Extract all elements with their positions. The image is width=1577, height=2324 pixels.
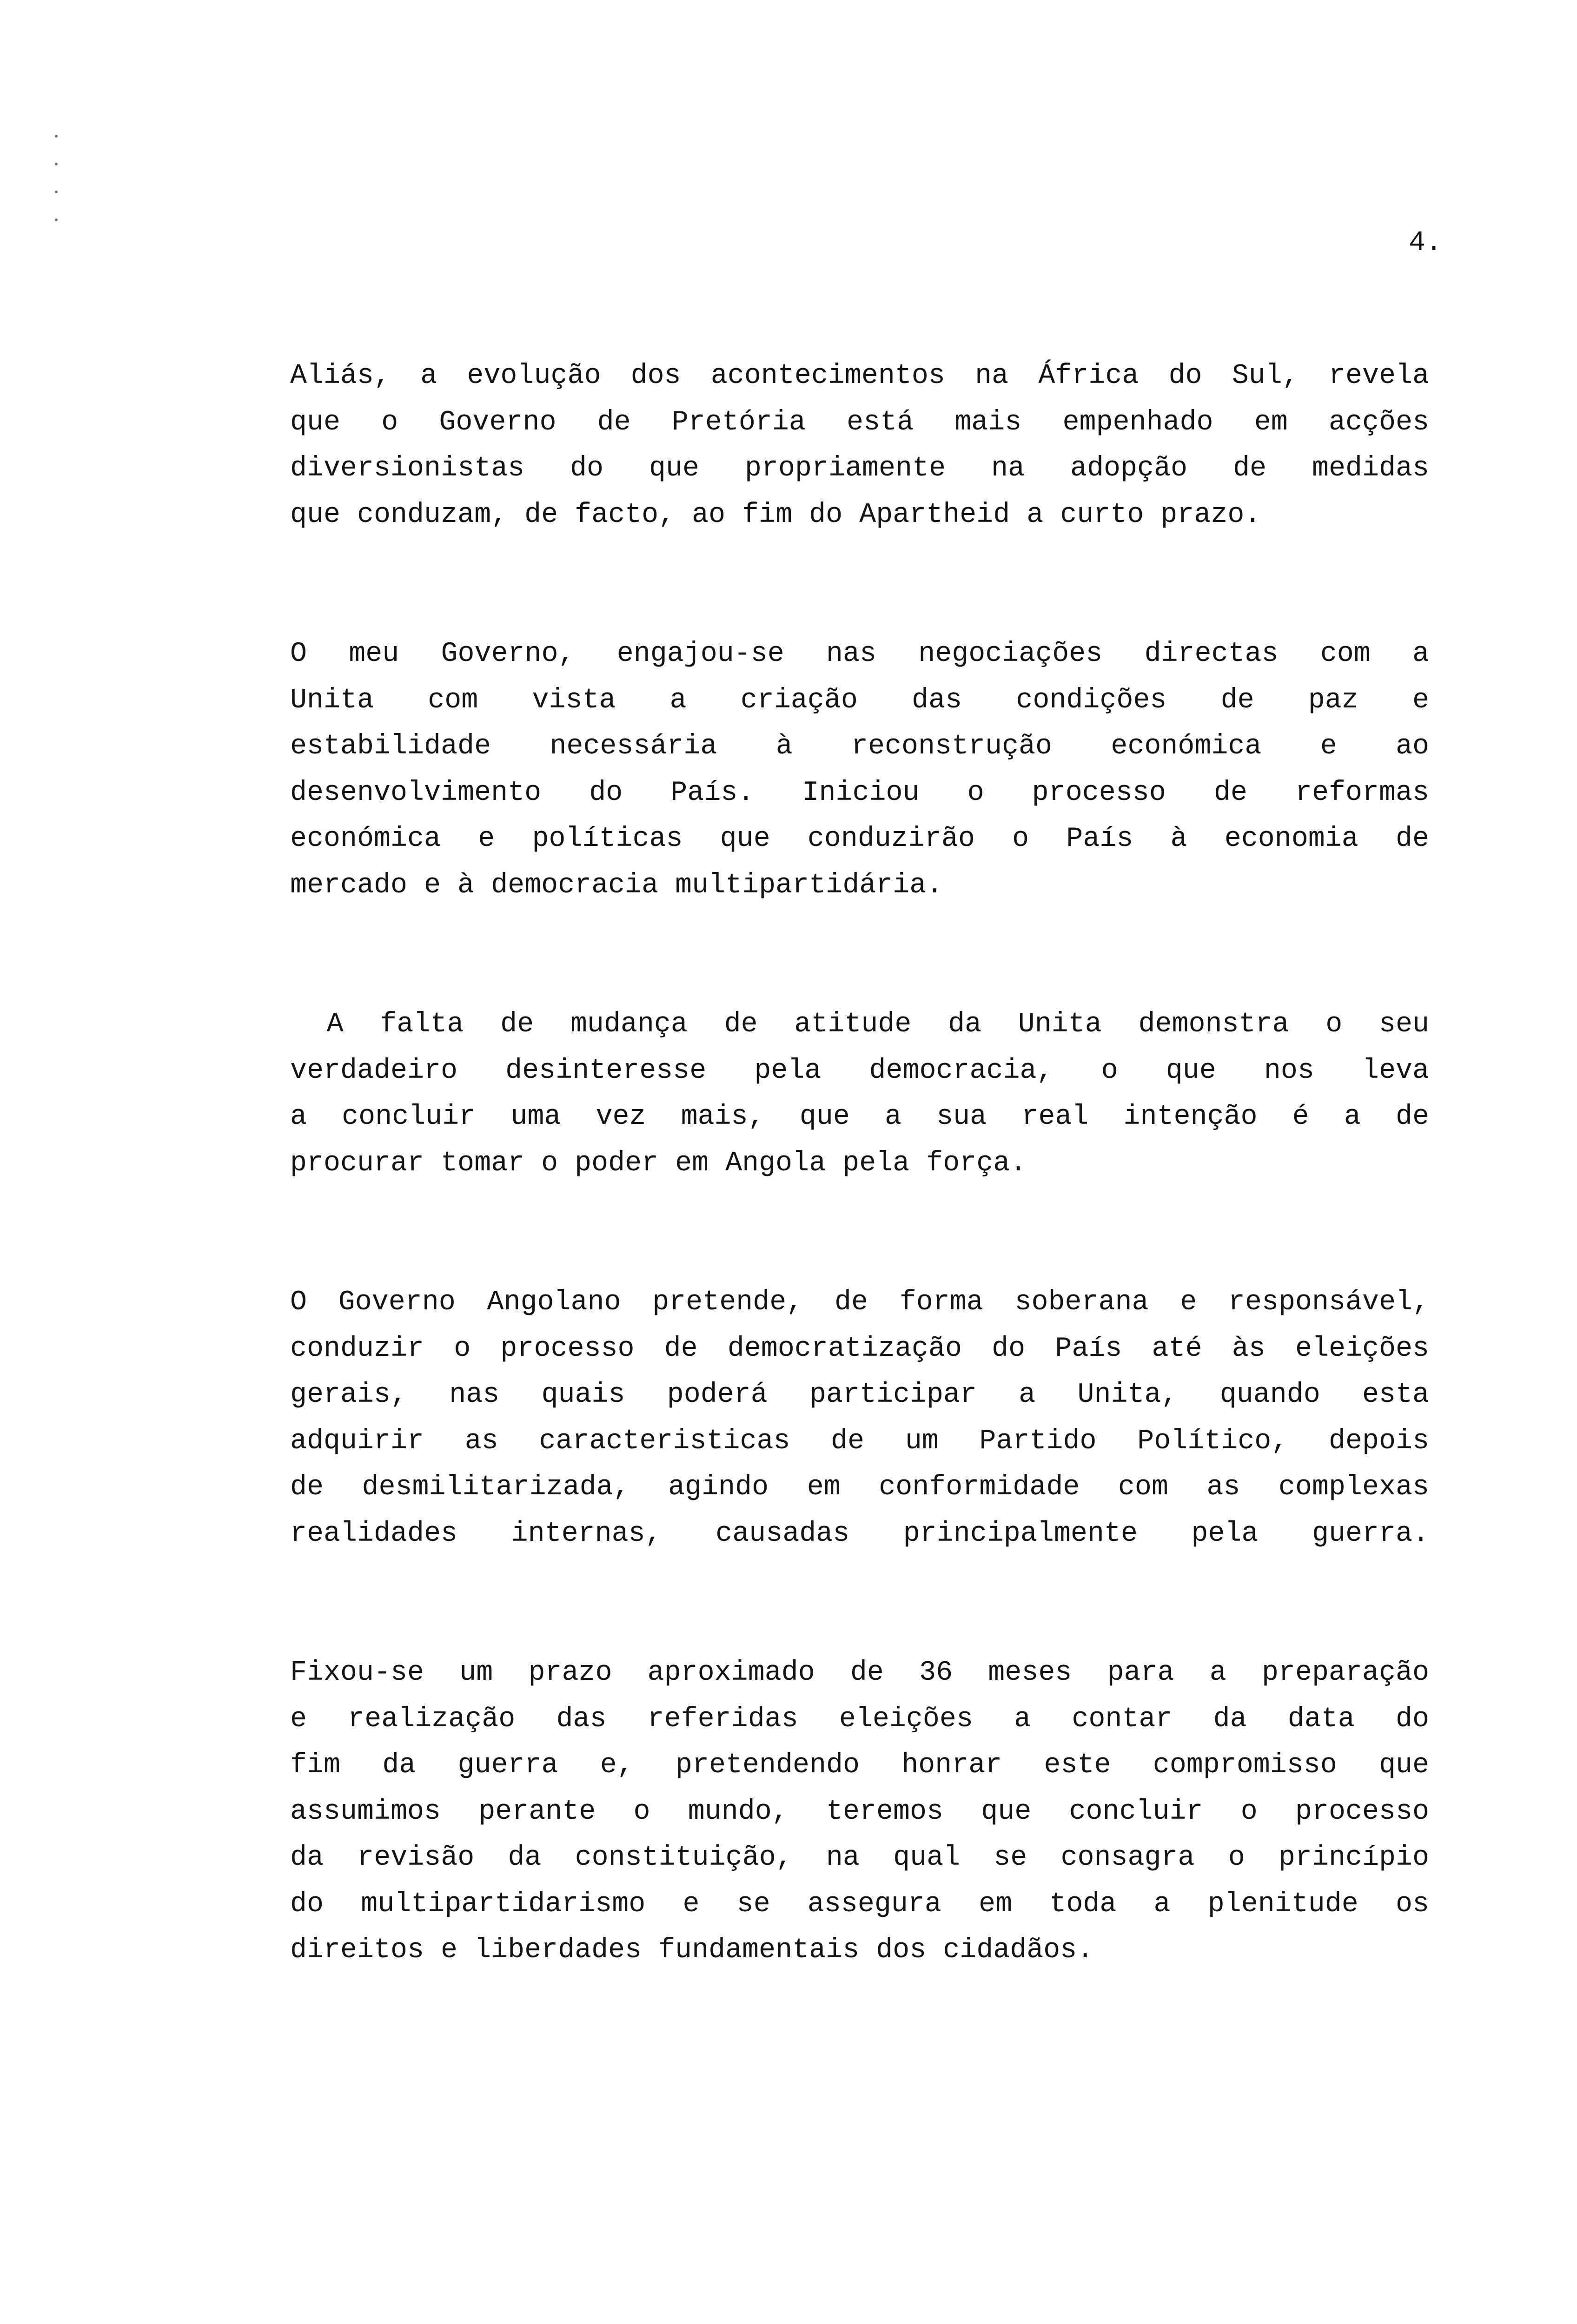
text-line: procurar tomar o poder em Angola pela força. [290,1147,1027,1179]
text-line: Fixou-se um prazo aproximado de 36 meses para a preparação [290,1657,1429,1689]
text-line: gerais, nas quais poderá participar a Unita, quando esta [290,1379,1429,1411]
text-line: verdadeiro desinteresse pela democracia, o que nos leva [290,1055,1429,1087]
text-line: que conduzam, de facto, ao fim do Apartheid a curto prazo. [290,499,1261,531]
text-line: A falta de mudança de atitude da Unita demonstra o seu [290,1009,1429,1040]
page-number: 4. [1409,227,1443,259]
text-line: da revisão da constituição, na qual se consagra o princípio [290,1842,1429,1874]
paragraph-4 [290,1280,1429,1557]
paragraph-2 [290,631,1429,909]
text-line: mercado e à democracia multipartidária. [290,869,943,901]
text-line: realidades internas, causadas principalmente pela guerra. [290,1518,1429,1550]
paragraph-3 [290,1002,1429,1187]
text-line: desenvolvimento do País. Iniciou o processo de reformas [290,777,1429,809]
text-line: diversionistas do que propriamente na adopção de medidas [290,453,1429,484]
text-line: adquirir as caracteristicas de um Partido Político, depois [290,1425,1429,1457]
text-line: direitos e liberdades fundamentais dos cidadãos. [290,1934,1094,1966]
text-line: O Governo Angolano pretende, de forma soberana e responsável, [290,1287,1429,1318]
text-line: do multipartidarismo e se assegura em toda a plenitude os [290,1888,1429,1920]
text-line: económica e políticas que conduzirão o País à economia de [290,823,1429,855]
text-line: e realização das referidas eleições a contar da data do [290,1703,1429,1735]
text-line: fim da guerra e, pretendendo honrar este compromisso que [290,1750,1429,1781]
text-line: que o Governo de Pretória está mais empenhado em acções [290,406,1429,438]
paragraph-1 [290,353,1429,538]
text-line: conduzir o processo de democratização do País até às eleições [290,1333,1429,1365]
text-line: O meu Governo, engajou-se nas negociações directas com a [290,638,1429,670]
text-line: Aliás, a evolução dos acontecimentos na África do Sul, revela [290,360,1429,392]
text-line: assumimos perante o mundo, teremos que concluir o processo [290,1796,1429,1828]
text-line: de desmilitarizada, agindo em conformidade com as complexas [290,1472,1429,1503]
text-line: Unita com vista a criação das condições de paz e [290,684,1429,716]
paragraph-5 [290,1650,1429,1974]
body-text [290,353,1429,2067]
text-line: a concluir uma vez mais, que a sua real intenção é a de [290,1101,1429,1133]
text-line: estabilidade necessária à reconstrução económica e ao [290,731,1429,762]
margin-scan-marks [55,135,64,237]
